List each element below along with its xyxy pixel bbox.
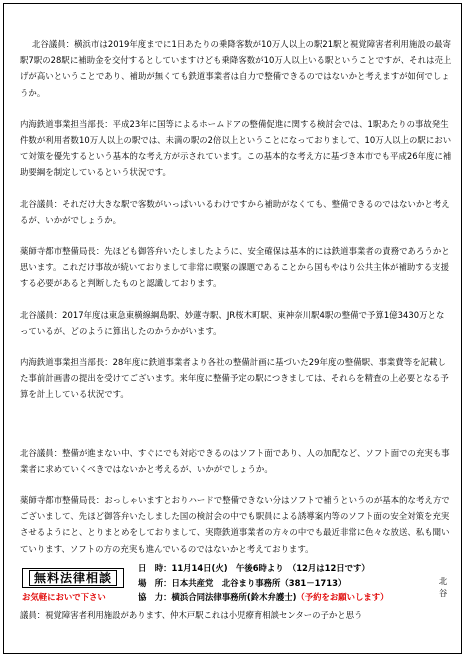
- paragraph-kitaya-1: 北谷議員：横浜市は2019年度までに1日あたりの乗降客数が10万人以上の駅21駅と視覚障害者利用施設の最寄駅7駅の28駅に補助金を交付するとしていますけども乗降客数が10万人以上いる駅ということですが、それは売上げが高いということであり、補助が無くても鉄道事業者は自力で整備できるのではないかと考えますが如何でしょうか。: [20, 39, 452, 98]
- info-place-row: [138, 576, 389, 591]
- info-coop-row: [138, 590, 389, 605]
- paragraph-yakushiji-1: 薬師寺都市整備局長：先ほども御答弁いたしましたように、安全確保は基本的には鉄道事業者の責務であろうかと思います。これだけ事故が続いておりまして非常に喫緊の課題であることから国もやはり公共主体が補助する支援する必要があると判断したものと認識しております。: [20, 246, 450, 289]
- reserve-note: （予約をお願いします）: [296, 592, 389, 602]
- paragraph-kitaya-3: 北谷議員：2017年度は東急東横線綱島駅、妙蓮寺駅、JR桜木町駅、東神奈川駅4駅の整備で予算1億3430万となっているが、どのように算出したのかうかがいます。: [20, 309, 445, 336]
- coop-label: 協 力：: [138, 592, 172, 602]
- place-value: 日本共産党 北谷まり事務所（381－1713）: [171, 577, 347, 588]
- paragraph-kitaya-4: 北谷議員：整備が進まない中、すぐにでも対応できるのはソフト面であり、人の加配など、ソフト面での充実も事業者に求めていくべきではないかと考えるが、いかがでしょうか。: [20, 447, 450, 474]
- consultation-title: 無料法律相談: [29, 570, 117, 586]
- consultation-info: [138, 561, 389, 605]
- bottom-line: 議員：視覚障害者利用施設があります、仲木戸駅これは小児療育相談センターの子かと思う: [20, 610, 363, 620]
- place-label: 場 所：: [138, 577, 172, 588]
- paragraph-kitaya-2: 北谷議員：それだけ大きな駅で客数がいっぱいいるわけですから補助がなくても、整備できるのではないかと考えるが、いかがでしょうか。: [20, 198, 450, 225]
- consultation-title-box: [22, 568, 124, 588]
- info-date-row: [138, 561, 389, 576]
- consultation-note: お気軽においで下さい: [22, 592, 106, 602]
- paragraph-yakushiji-2: 薬師寺都市整備局長：おっしゃいますとおりハードで整備できない分はソフトで補うというのが基本的な考え方でございまして、先ほど御答弁いたしました国の検討会の中でも駅員による誘導案内等のソフト面の安全対策を充実させるようにと、とりまとめをしておりまして、実際鉄道事業者の方々の中でも最近非常に色々な放送、私も聞いていります、ソフトの方の充実も進んでいるのではないかと考えております。: [20, 495, 450, 554]
- section-gap: [20, 417, 452, 445]
- side-mark: 北谷: [438, 576, 448, 598]
- paragraph-uchiumi-2: 内海鉄道事業担当部長：28年度に鉄道事業者より各社の整備計画に基づいた29年度の整備駅、事業費等を記載した事前計画書の提出を受けてございます。来年度に整備予定の駅につきましては、それらを精査の上必要となる予算を計上している状況です。: [20, 357, 449, 400]
- document-body: [20, 36, 452, 572]
- date-label: 日 時：: [138, 563, 172, 573]
- date-value: 11月14日(火) 午後6時より （12月は12日です）: [171, 563, 370, 573]
- paragraph-uchiumi-1: 内海鉄道事業担当部長：平成23年に国等によるホームドアの整備促進に関する検討会では、1駅あたりの事故発生件数が利用者数10万人以上の駅では、未満の駅の2倍以上ということになっておりまして、10万人以上の駅において対策を優先するという基本的な考え方が示されています。この基本的な考え方に基づき本市でも平成26年度に補助要綱を制定しているという状況です。: [20, 118, 452, 178]
- coop-value: 横浜合同法律事務所(鈴木弁護士): [171, 592, 297, 602]
